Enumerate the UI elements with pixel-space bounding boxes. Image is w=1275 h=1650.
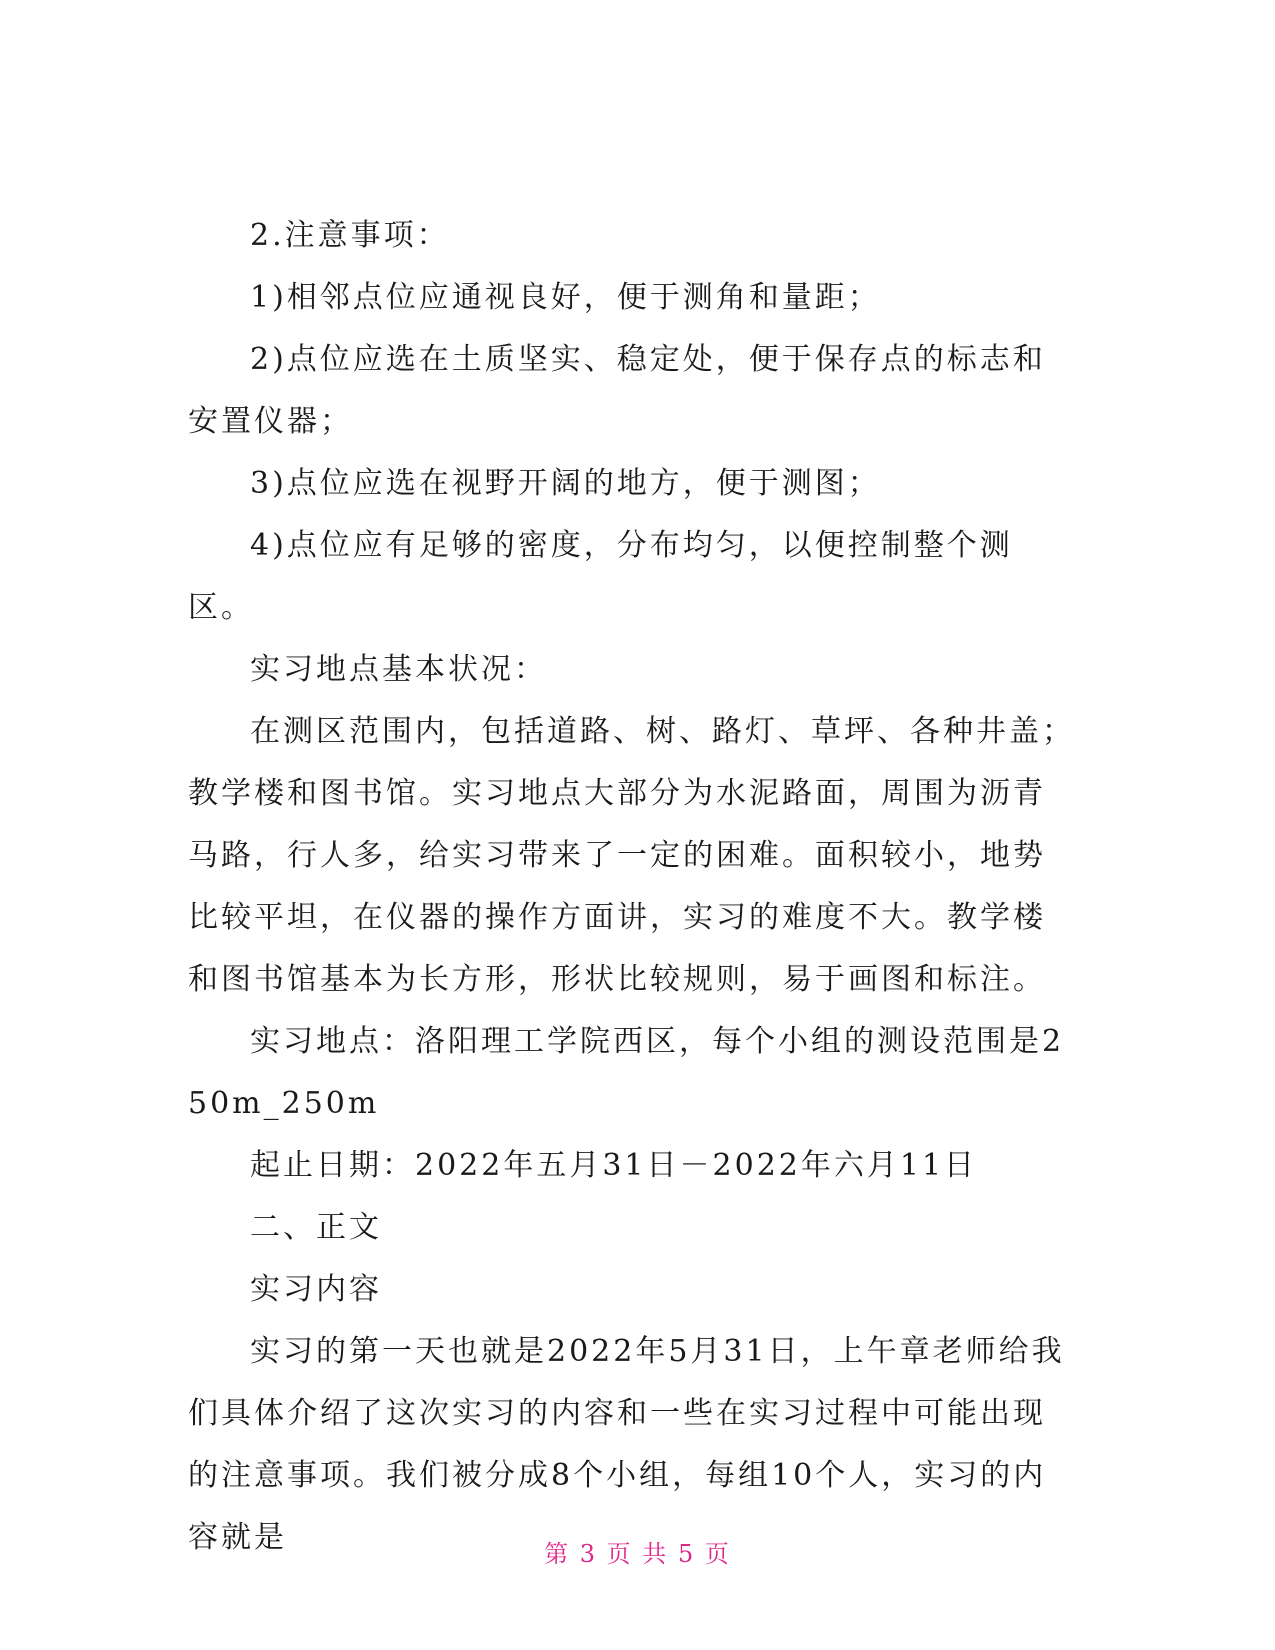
paragraph-dates: 起止日期：2022年五月31日－2022年六月11日 — [250, 1148, 978, 1183]
paragraph-site-description: 在测区范围内，包括道路、树、路灯、草坪、各种井盖；教学楼和图书馆。实习地点大部分为水泥路面，周围为沥青马路，行人多，给实习带来了一定的困难。面积较小，地势比较平坦，在仪器的操作方面讲，实习的难度不大。教学楼和图书馆基本为长方形，形状比较规则，易于画图和标注。 — [188, 714, 1075, 997]
paragraph-site-location: 实习地点：洛阳理工学院西区，每个小组的测设范围是250m_250m — [188, 1024, 1065, 1121]
paragraph-site-heading: 实习地点基本状况： — [250, 652, 547, 687]
paragraph-note-4: 4)点位应有足够的密度，分布均匀，以便控制整个测区。 — [188, 528, 1013, 625]
paragraph-note-1: 1)相邻点位应通视良好，便于测角和量距； — [250, 280, 881, 315]
paragraph-note-3: 3)点位应选在视野开阔的地方，便于测图； — [250, 466, 881, 501]
paragraph-notes-heading: 2.注意事项： — [250, 218, 450, 253]
document-body — [188, 205, 1078, 1569]
page-number-footer: 第 3 页 共 5 页 — [544, 1540, 731, 1568]
paragraph-first-day: 实习的第一天也就是2022年5月31日，上午章老师给我们具体介绍了这次实习的内容和一些在实习过程中可能出现的注意事项。我们被分成8个小组，每组10个人，实习的内容就是 — [188, 1334, 1065, 1555]
paragraph-section-heading: 二、正文 — [250, 1210, 382, 1245]
paragraph-note-2: 2)点位应选在土质坚实、稳定处，便于保存点的标志和安置仪器； — [188, 342, 1046, 439]
paragraph-content-heading: 实习内容 — [250, 1272, 382, 1307]
